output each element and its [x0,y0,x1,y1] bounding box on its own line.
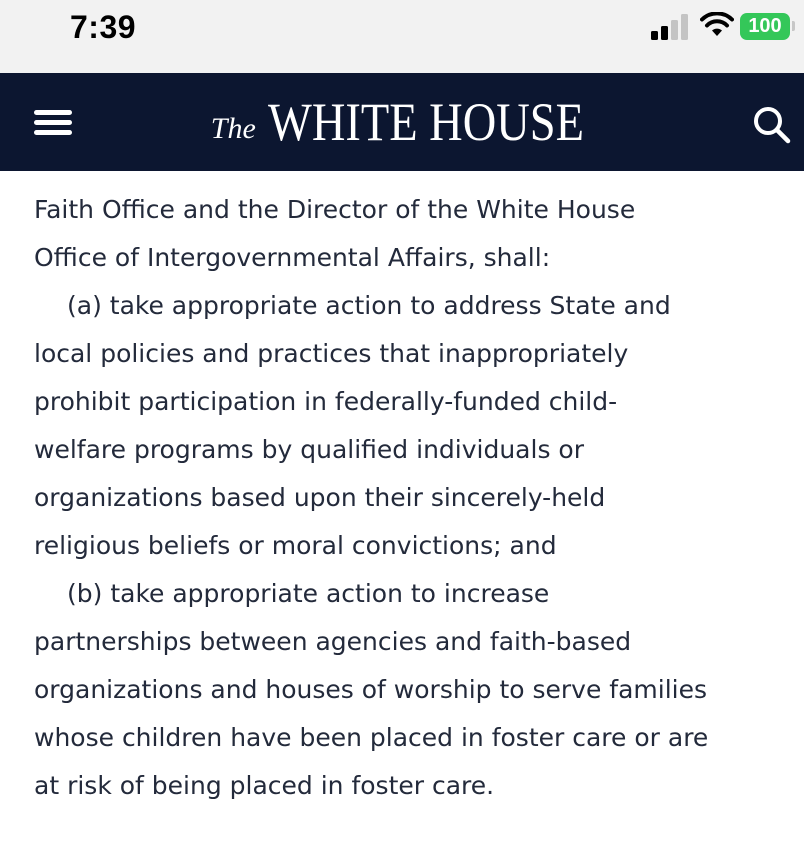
article-line: organizations based upon their sincerely-held [34,483,606,512]
search-icon[interactable] [752,105,792,145]
menu-icon[interactable] [34,108,74,138]
status-time: 7:39 [70,9,137,45]
brand-prefix: The [210,112,256,145]
article-line: Faith Office and the Director of the White House [34,195,636,224]
wifi-icon [700,12,734,38]
article-line: Office of Intergovernmental Affairs, shall: [34,243,551,272]
article-line: (a) take appropriate action to address State and [67,291,671,320]
status-bar [0,0,804,73]
battery-icon [740,13,790,40]
site-header [0,73,804,171]
article-line: whose children have been placed in foster care or are [34,723,709,752]
article-line: local policies and practices that inappropriately [34,339,629,368]
article-line: partnerships between agencies and faith-based [34,627,632,656]
article-line: religious beliefs or moral convictions; and [34,531,557,560]
signal-icon [651,14,691,40]
article-body [34,186,804,810]
brand-name: WHITE HOUSE [267,92,584,152]
article-line: (b) take appropriate action to increase [67,579,550,608]
article-line: welfare programs by qualified individuals or [34,435,584,464]
site-logo[interactable] [0,73,804,171]
article-line: prohibit participation in federally-funded child- [34,387,618,416]
battery-level: 100 [748,15,782,37]
article-line: organizations and houses of worship to serve families [34,675,708,704]
article-line: at risk of being placed in foster care. [34,771,495,800]
